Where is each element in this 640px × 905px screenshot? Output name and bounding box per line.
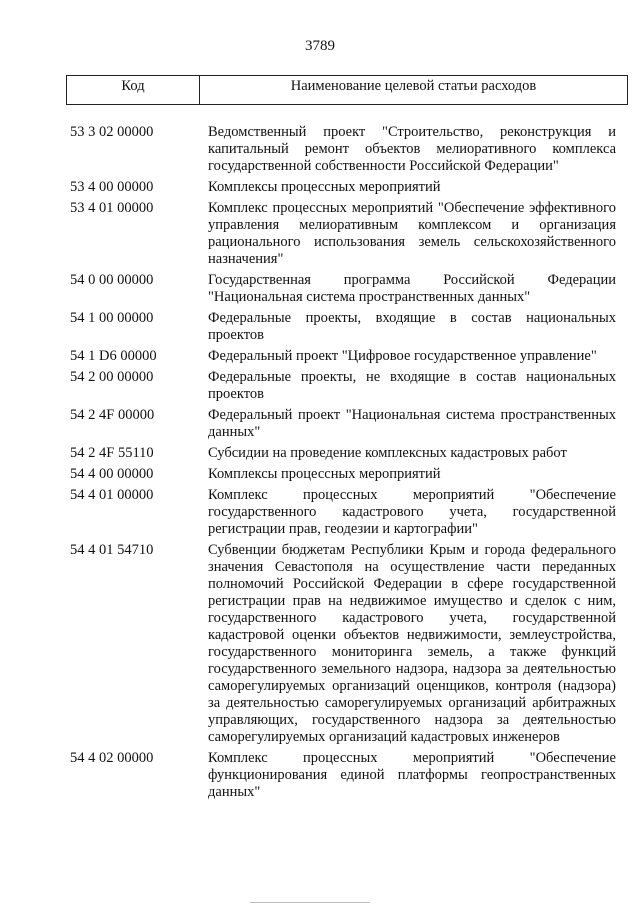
entry-code: 54 1 D6 00000 (70, 348, 157, 364)
entry-code: 54 4 02 00000 (70, 750, 154, 766)
header-name-label: Наименование целевой статьи расходов (290, 78, 537, 94)
entry-code: 54 0 00 00000 (70, 272, 154, 288)
entry-row (70, 750, 616, 801)
entry-code: 53 3 02 00000 (70, 124, 154, 140)
table-header (66, 75, 628, 105)
entry-row (70, 200, 616, 268)
entries-list (70, 124, 616, 805)
entry-row (70, 466, 616, 483)
entry-code: 54 2 4F 55110 (70, 445, 154, 461)
entry-row (70, 272, 616, 306)
entry-row (70, 407, 616, 441)
page-number: 3789 (305, 38, 335, 54)
entry-row (70, 487, 616, 538)
entry-code: 54 2 4F 00000 (70, 407, 155, 423)
entry-description: Субвенции бюджетам Республики Крым и города федерального значения Севастополя на осуществление части переданных полномочий Российской Федерации в сфере государственной регистрации прав на недвижимое имущество и сделок с ним, государственного кадастрового учета, государственной кадастровой оценки объектов недвижимости, землеустройства, государственного мониторинга земель, а также функций государственного земельного надзора, надзора за деятельностью саморегулируемых организаций оценщиков, контроля (надзора) за деятельностью саморегулируемых организаций арбитражных управляющих, государственного надзора за деятельностью саморегулируемых организаций кадастровых инженеров (208, 542, 616, 745)
entry-description: Ведомственный проект "Строительство, реконструкция и капитальный ремонт объектов мелиоративного комплекса государственной собственности Российской Федерации" (208, 124, 616, 174)
entry-row (70, 369, 616, 403)
header-code-label: Код (67, 76, 200, 104)
entry-description: Комплекс процессных мероприятий "Обеспечение государственного кадастрового учета, государственной регистрации прав, геодезии и картографии" (208, 487, 616, 537)
entry-description: Федеральный проект "Цифровое государственное управление" (208, 348, 597, 364)
entry-code: 54 4 01 54710 (70, 542, 154, 558)
entry-code: 54 4 01 00000 (70, 487, 154, 503)
entry-code: 54 2 00 00000 (70, 369, 154, 385)
entry-code: 54 4 00 00000 (70, 466, 154, 482)
entry-row (70, 348, 616, 365)
entry-row (70, 179, 616, 196)
entry-description: Субсидии на проведение комплексных кадастровых работ (208, 445, 567, 461)
entry-description: Федеральные проекты, входящие в состав национальных проектов (208, 310, 616, 343)
entry-description: Государственная программа Российской Федерации "Национальная система пространственных данных" (208, 272, 616, 305)
page-bottom-rule (250, 902, 370, 903)
entry-code: 53 4 00 00000 (70, 179, 154, 195)
entry-description: Комплексы процессных мероприятий (208, 179, 441, 195)
entry-description: Федеральный проект "Национальная система пространственных данных" (208, 407, 616, 440)
entry-description: Комплексы процессных мероприятий (208, 466, 441, 482)
entry-row (70, 310, 616, 344)
entry-description: Комплекс процессных мероприятий "Обеспечение функционирования единой платформы геопространственных данных" (208, 750, 616, 800)
entry-row (70, 124, 616, 175)
entry-description: Комплекс процессных мероприятий "Обеспечение эффективного управления мелиоративным комплексом и организация рационального использования земель сельскохозяйственного назначения" (208, 200, 616, 267)
entry-row (70, 445, 616, 462)
entry-row (70, 542, 616, 746)
entry-code: 53 4 01 00000 (70, 200, 154, 216)
entry-description: Федеральные проекты, не входящие в состав национальных проектов (208, 369, 616, 402)
entry-code: 54 1 00 00000 (70, 310, 154, 326)
